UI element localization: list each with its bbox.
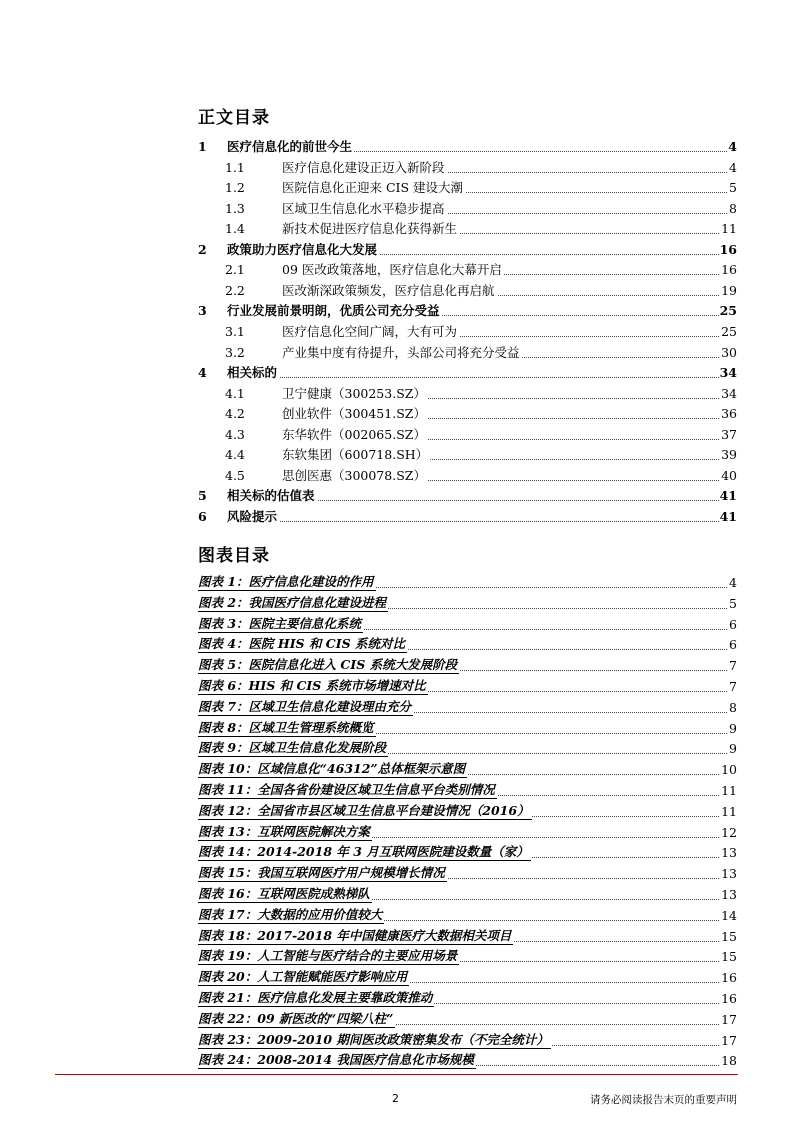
figure-entry-page: 5 (728, 594, 737, 614)
figure-entry-label[interactable]: 图表 20：人工智能赋能医疗影响应用 (198, 969, 408, 985)
toc-entry[interactable] (0, 384, 793, 404)
toc-entry-number: 1 (198, 139, 207, 154)
figure-entry-page: 11 (720, 781, 737, 801)
figure-entry[interactable] (0, 615, 793, 635)
toc-entry-number: 1.2 (225, 180, 245, 196)
figure-entry-label[interactable]: 图表 16：互联网医院成熟梯队 (198, 886, 370, 901)
toc-entry[interactable] (0, 466, 793, 486)
figure-entry-label[interactable]: 图表 17：大数据的应用价值较大 (198, 906, 383, 922)
figures-title: 图表目录 (198, 546, 270, 566)
toc-entry-number: 5 (198, 488, 207, 504)
figure-entry-page: 9 (728, 719, 737, 739)
toc-entry-page: 11 (720, 219, 737, 239)
footer-rule (55, 1074, 738, 1075)
figure-entry-page: 17 (720, 1031, 737, 1051)
figure-entry[interactable] (0, 656, 793, 676)
toc-entry-label[interactable]: 相关标的 (227, 363, 279, 383)
toc-entry-label[interactable]: 相关标的估值表 (227, 486, 317, 506)
figure-entry-label[interactable]: 图表 15：我国互联网医疗用户规模增长情况 (198, 865, 445, 881)
toc-entry-number: 2.2 (225, 282, 245, 298)
toc-entry-number: 4 (198, 365, 207, 381)
toc-entry-number: 4.3 (225, 426, 245, 442)
figure-entry-label[interactable]: 图表 6：HIS 和 CIS 系统市场增速对比 (198, 678, 426, 693)
figure-entry[interactable] (0, 968, 793, 988)
figure-entry[interactable] (0, 1010, 793, 1030)
toc-title: 正文目录 (198, 108, 270, 128)
toc-entry-page: 34 (720, 384, 737, 404)
toc-entry-page: 19 (720, 281, 737, 301)
figure-entry-label[interactable]: 图表 7：区域卫生信息化建设理由充分 (198, 698, 412, 714)
toc-entry-page: 39 (720, 445, 737, 465)
toc-entry-page: 37 (720, 425, 737, 445)
toc-entry-label[interactable]: 新技术促进医疗信息化获得新生 (282, 219, 459, 239)
figure-entry-page: 18 (720, 1051, 737, 1071)
toc-entry-page: 41 (719, 507, 737, 527)
figure-entry[interactable] (0, 677, 793, 697)
toc-entry[interactable] (0, 322, 793, 342)
figure-entry-page: 13 (720, 864, 737, 884)
figure-entry-label[interactable]: 图表 5：医院信息化进入 CIS 系统大发展阶段 (198, 657, 458, 673)
figure-entry-page: 7 (728, 656, 737, 676)
figure-entry-label[interactable]: 图表 9：区域卫生信息化发展阶段 (198, 740, 387, 756)
toc-entry-label[interactable]: 医疗信息化空间广阔，大有可为 (282, 322, 459, 342)
toc-entry-number: 1.4 (225, 221, 245, 237)
figure-entry-label[interactable]: 图表 2：我国医疗信息化建设进程 (198, 594, 387, 610)
toc-entry[interactable] (0, 199, 793, 219)
toc-entry-label[interactable]: 政策助力医疗信息化大发展 (227, 240, 379, 260)
toc-entry-page: 16 (720, 260, 737, 280)
footer-disclaimer: 请务必阅读报告末页的重要声明 (590, 1094, 737, 1106)
figure-entry-page: 10 (720, 760, 737, 780)
figure-entry[interactable] (0, 989, 793, 1009)
toc-entry-label[interactable]: 思创医惠（300078.SZ） (282, 466, 428, 486)
footer-page-number: 2 (392, 1092, 399, 1105)
figure-entry-page: 13 (720, 843, 737, 863)
toc-entry[interactable] (0, 445, 793, 465)
toc-entry-label[interactable]: 医疗信息化建设正迈入新阶段 (282, 158, 447, 178)
figure-entry[interactable] (0, 885, 793, 905)
figure-entry-page: 6 (728, 615, 737, 635)
figure-entry-page: 17 (720, 1010, 737, 1030)
figure-entry[interactable] (0, 1051, 793, 1071)
toc-entry-label[interactable]: 东华软件（002065.SZ） (282, 425, 428, 445)
figure-entry-page: 9 (728, 739, 737, 759)
figure-entry[interactable] (0, 1031, 793, 1051)
toc-entry[interactable] (0, 425, 793, 445)
figure-entry[interactable] (0, 594, 793, 614)
figure-entry-label[interactable]: 图表 10：区域信息化“46312”总体框架示意图 (198, 761, 466, 777)
figure-entry-label[interactable]: 图表 3：医院主要信息化系统 (198, 615, 362, 631)
toc-entry-number: 2 (198, 241, 207, 257)
toc-entry[interactable] (0, 363, 793, 383)
figure-entry[interactable] (0, 947, 793, 967)
figure-entry-page: 4 (728, 573, 737, 593)
figure-entry-label[interactable]: 图表 4：医院 HIS 和 CIS 系统对比 (198, 636, 405, 652)
toc-entry-number: 1.1 (225, 159, 245, 175)
toc-entry-number: 6 (198, 508, 207, 524)
toc-leader-dots (227, 521, 735, 522)
figure-entry-page: 15 (720, 947, 737, 967)
toc-entry-number: 4.4 (225, 447, 245, 463)
figure-entry-label[interactable]: 图表 19：人工智能与医疗结合的主要应用场景 (198, 948, 458, 964)
toc-entry-label[interactable]: 医改渐深政策频发，医疗信息化再启航 (282, 281, 497, 301)
toc-entry[interactable] (0, 219, 793, 239)
toc-entry-page: 34 (719, 363, 737, 383)
toc-entry[interactable] (0, 486, 793, 506)
toc-entry-number: 4.2 (225, 406, 245, 422)
toc-entry-page: 16 (719, 240, 737, 260)
toc-entry-page: 4 (728, 158, 737, 178)
figure-entry-label[interactable]: 图表 8：区域卫生管理系统概览 (198, 719, 374, 735)
figure-entry[interactable] (0, 739, 793, 759)
figure-entry-page: 15 (720, 927, 737, 947)
figure-entry-label[interactable]: 图表 1：医疗信息化建设的作用 (198, 574, 374, 589)
figure-entry-page: 11 (720, 802, 737, 822)
toc-entry[interactable] (0, 158, 793, 178)
figure-entry[interactable] (0, 927, 793, 947)
figure-entry-page: 7 (728, 677, 737, 697)
figure-entry[interactable] (0, 781, 793, 801)
figure-entry-page: 6 (728, 635, 737, 655)
toc-entry-page: 25 (720, 322, 737, 342)
toc-entry-page: 4 (727, 137, 737, 157)
figure-entry-label[interactable]: 图表 24：2008-2014 我国医疗信息化市场规模 (198, 1052, 474, 1068)
toc-entry-label[interactable]: 卫宁健康（300253.SZ） (282, 384, 428, 404)
figure-entry[interactable] (0, 573, 793, 593)
figure-entry[interactable] (0, 698, 793, 718)
toc-entry-label[interactable]: 行业发展前景明朗，优质公司充分受益 (227, 301, 442, 321)
toc-entry-number: 3.2 (225, 344, 245, 360)
figure-entry[interactable] (0, 719, 793, 739)
figure-entry-label[interactable]: 图表 18：2017-2018 年中国健康医疗大数据相关项目 (198, 927, 512, 943)
toc-entry-page: 25 (719, 301, 737, 321)
toc-entry-page: 41 (719, 486, 737, 506)
figure-entry[interactable] (0, 864, 793, 884)
toc-entry[interactable] (0, 260, 793, 280)
toc-entry-label[interactable]: 09 医改政策落地，医疗信息化大幕开启 (282, 260, 504, 280)
toc-entry-number: 3.1 (225, 323, 245, 339)
figure-entry[interactable] (0, 906, 793, 926)
figure-entry-page: 14 (720, 906, 737, 926)
toc-entry[interactable] (0, 281, 793, 301)
toc-entry-label[interactable]: 医疗信息化的前世今生 (227, 137, 354, 157)
toc-entry-number: 2.1 (225, 262, 245, 278)
toc-entry-label[interactable]: 东软集团（600718.SH） (282, 445, 430, 465)
toc-entry-number: 3 (198, 303, 207, 319)
toc-leader-dots (227, 377, 735, 378)
figure-entry-page: 13 (720, 885, 737, 905)
toc-entry[interactable] (0, 178, 793, 198)
figure-entry[interactable] (0, 802, 793, 822)
toc-entry[interactable] (0, 240, 793, 260)
toc-entry-label[interactable]: 风险提示 (227, 507, 279, 527)
toc-entry-label[interactable]: 创业软件（300451.SZ） (282, 404, 428, 424)
toc-entry-page: 5 (728, 178, 737, 198)
toc-entry[interactable] (0, 343, 793, 363)
toc-entry-label[interactable]: 区域卫生信息化水平稳步提高 (282, 199, 447, 219)
figure-entry-label[interactable]: 图表 11：全国各省份建设区域卫生信息平台类别情况 (198, 782, 495, 797)
toc-entry[interactable] (0, 507, 793, 527)
figure-entry[interactable] (0, 635, 793, 655)
figure-entry[interactable] (0, 823, 793, 843)
figure-entry-label[interactable]: 图表 22：09 新医改的“四梁八柱” (198, 1010, 394, 1026)
toc-entry-page: 36 (720, 404, 737, 424)
figure-entry-label[interactable]: 图表 12：全国省市县区域卫生信息平台建设情况（2016） (198, 802, 530, 818)
figure-entry-page: 12 (720, 823, 737, 843)
toc-entry-page: 8 (728, 199, 737, 219)
figure-entry[interactable] (0, 843, 793, 863)
toc-entry[interactable] (0, 404, 793, 424)
figure-entry-page: 8 (728, 698, 737, 718)
toc-entry-number: 1.3 (225, 200, 245, 216)
toc-entry-page: 30 (720, 343, 737, 363)
figure-entry-label[interactable]: 图表 13：互联网医院解决方案 (198, 823, 370, 839)
figure-entry[interactable] (0, 760, 793, 780)
toc-entry-number: 4.5 (225, 467, 245, 483)
figure-entry-label[interactable]: 图表 14：2014-2018 年 3 月互联网医院建设数量（家） (198, 844, 529, 860)
toc-entry-label[interactable]: 医院信息化正迎来 CIS 建设大潮 (282, 178, 465, 198)
toc-entry[interactable] (0, 301, 793, 321)
figure-entry-page: 16 (720, 968, 737, 988)
figure-entry-page: 16 (720, 989, 737, 1009)
figure-entry-label[interactable]: 图表 23：2009-2010 期间医改政策密集发布（不完全统计） (198, 1031, 549, 1047)
toc-entry-page: 40 (720, 466, 737, 486)
figure-entry-label[interactable]: 图表 21：医疗信息化发展主要靠政策推动 (198, 990, 433, 1005)
toc-entry[interactable] (0, 137, 793, 157)
toc-entry-label[interactable]: 产业集中度有待提升，头部公司将充分受益 (282, 343, 522, 363)
toc-entry-number: 4.1 (225, 385, 245, 401)
